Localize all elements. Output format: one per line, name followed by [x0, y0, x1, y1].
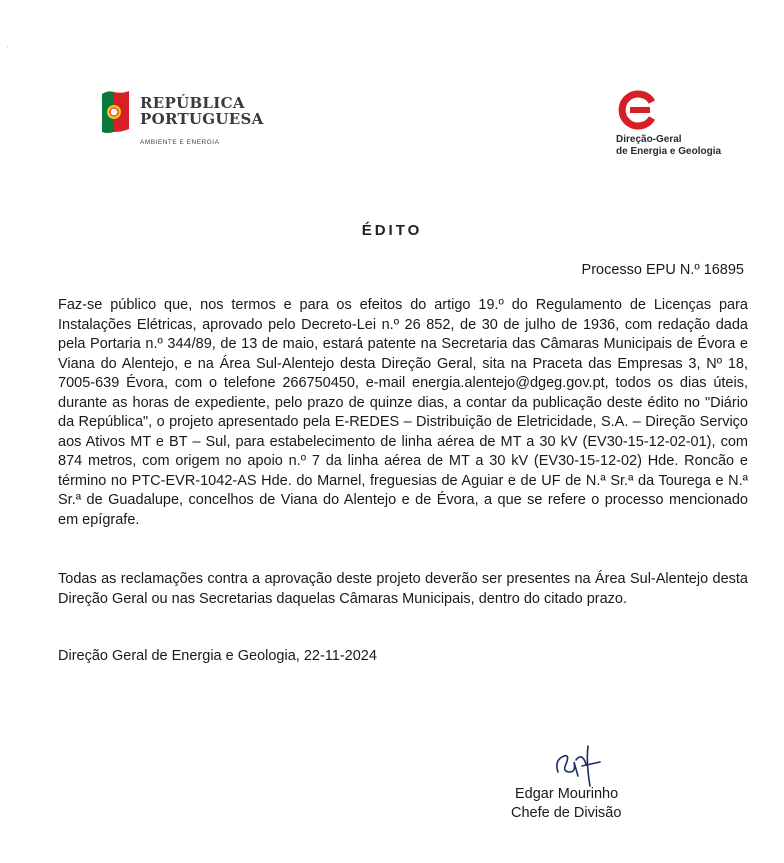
- signatory-name: Edgar Mourinho: [515, 786, 619, 802]
- edict-paragraph-2: Todas as reclamações contra a aprovação deste projeto deverão ser presentes na Área Sul-Alentejo desta Direção Geral ou nas Secretarias daquelas Câmaras Municipais, dentro do citado prazo.: [58, 571, 748, 607]
- document-title: ÉDITO: [361, 222, 423, 239]
- logo-text-portuguesa: PORTUGUESA: [140, 110, 264, 128]
- republica-portuguesa-logo: [98, 88, 288, 158]
- handwritten-signature: [548, 742, 608, 788]
- logo-text-republica: REPÚBLICA: [140, 94, 245, 112]
- dgeg-text-line1: Direção-Geral: [616, 134, 682, 145]
- portuguese-flag-emblem-icon: [98, 88, 132, 136]
- process-number: Processo EPU N.º 16895: [581, 262, 744, 278]
- corner-mark: ': [7, 46, 9, 53]
- logo-subtitle: AMBIENTE E ENERGIA: [140, 139, 220, 146]
- dgeg-logo: [616, 88, 756, 160]
- place-and-date: Direção Geral de Energia e Geologia, 22-11-2024: [58, 648, 377, 664]
- dgeg-text-line2: de Energia e Geologia: [616, 146, 722, 157]
- dgeg-symbol-icon: [616, 88, 660, 132]
- signatory-role: Chefe de Divisão: [511, 805, 622, 821]
- edict-paragraph-1: Faz-se público que, nos termos e para os efeitos do artigo 19.º do Regulamento de Licenças para Instalações Elétricas, aprovado pelo Decreto-Lei n.º 26 852, de 30 de julho de 1936, com redação dada pela Portaria n.º 344/89, de 13 de maio, estará patente na Secretaria das Câmaras Municipais de Évora e Viana do Alentejo, e na Área Sul-Alentejo desta Direção Geral, sita na Praceta das Empresas 3, Nº 18, 7005-639 Évora, com o telefone 266750450, e-mail energia.alentejo@dgeg.gov.pt, todos os dias úteis, durante as horas de expediente, pelo prazo de quinze dias, a contar da publicação deste édito no "Diário da República", o projeto apresentado pela E-REDES – Distribuição de Eletricidade, S.A. – Direção Serviço aos Ativos MT e BT – Sul, para estabelecimento de linha aérea de MT a 30 kV (EV30-15-12-02-01), com 874 metros, com origem no apoio n.º 7 da linha aérea de MT a 30 kV (EV30-15-12-02) Hde. Roncão e término no PTC-EVR-1042-AS Hde. do Marnel, freguesias de Aguiar e de UF de N.ª Sr.ª da Tourega e N.ª Sr.ª de Guadalupe, concelhos de Viana do Alentejo e de Évora, a que se refere o processo mencionado em epígrafe.: [58, 297, 748, 528]
